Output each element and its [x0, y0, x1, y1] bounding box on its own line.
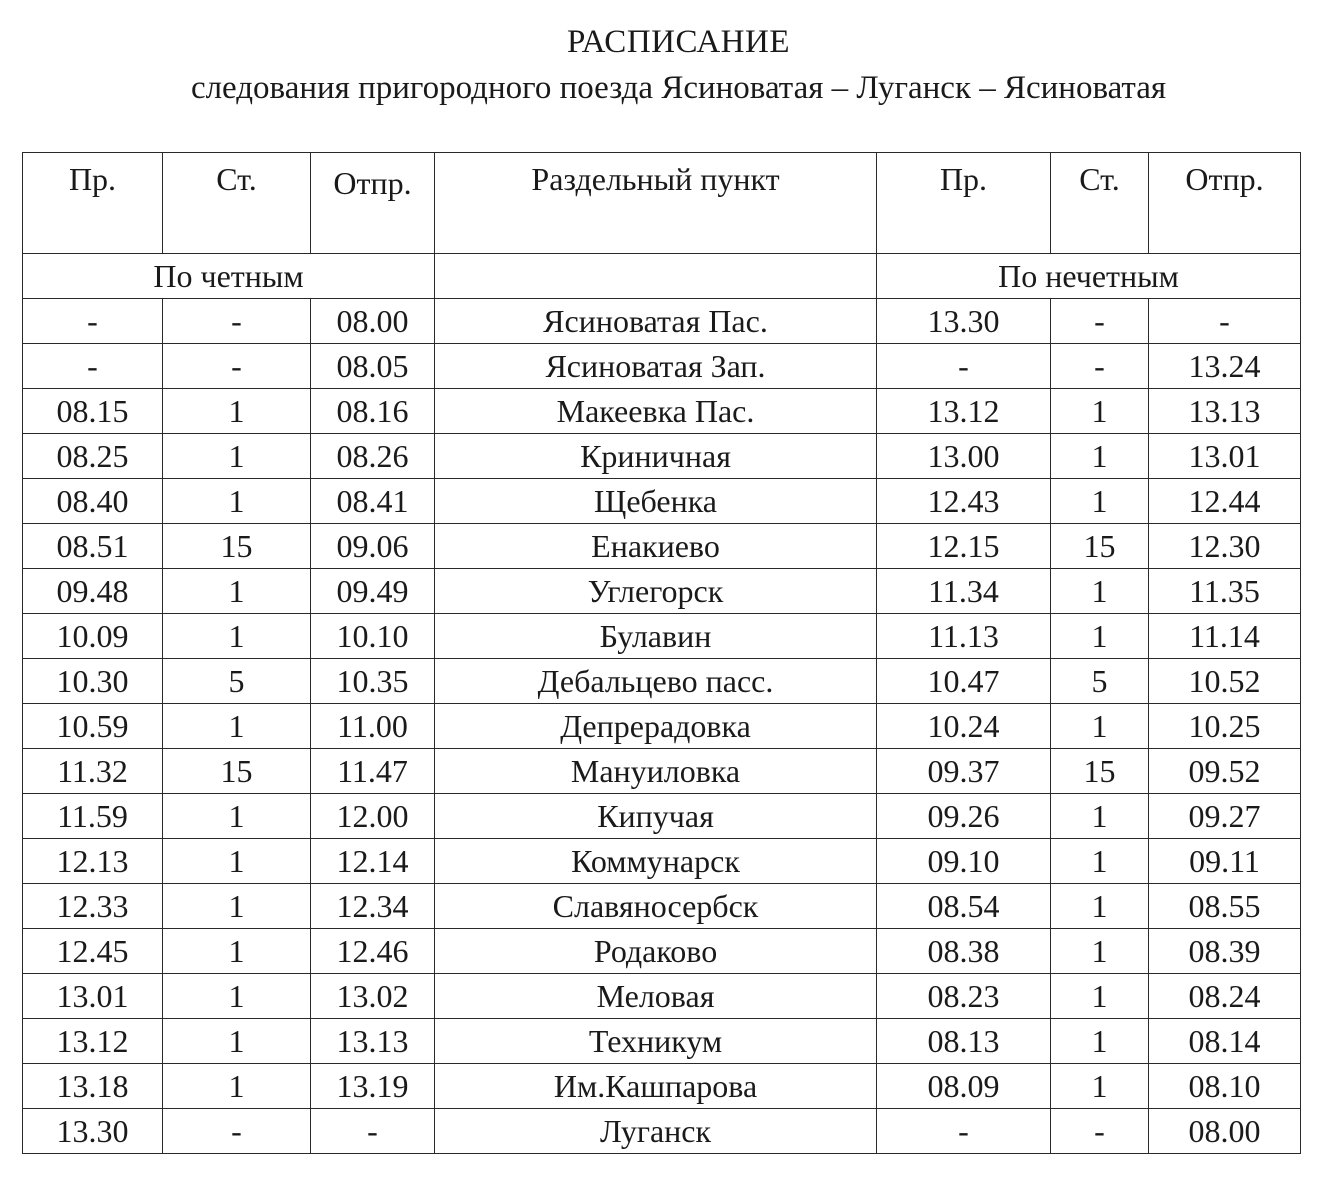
header-stop-odd: Ст. — [1051, 153, 1149, 254]
cell-stop-even: 5 — [163, 659, 311, 704]
cell-arrival-even: 13.12 — [23, 1019, 163, 1064]
cell-arrival-odd: 13.00 — [877, 434, 1051, 479]
cell-stop-odd: 15 — [1051, 524, 1149, 569]
cell-station: Славяносербск — [435, 884, 877, 929]
cell-stop-even: - — [163, 299, 311, 344]
cell-station: Макеевка Пас. — [435, 389, 877, 434]
cell-departure-even: 12.00 — [311, 794, 435, 839]
cell-arrival-even: 08.25 — [23, 434, 163, 479]
group-row — [23, 254, 1301, 299]
cell-station: Им.Кашпарова — [435, 1064, 877, 1109]
table-row — [23, 299, 1301, 344]
cell-stop-even: 15 — [163, 749, 311, 794]
table-row — [23, 794, 1301, 839]
cell-station: Техникум — [435, 1019, 877, 1064]
cell-departure-even: 11.47 — [311, 749, 435, 794]
cell-station: Булавин — [435, 614, 877, 659]
table-row — [23, 749, 1301, 794]
cell-departure-odd: 13.24 — [1149, 344, 1301, 389]
cell-arrival-odd: 08.23 — [877, 974, 1051, 1019]
table-row — [23, 884, 1301, 929]
cell-arrival-odd: 10.47 — [877, 659, 1051, 704]
cell-departure-even: 08.41 — [311, 479, 435, 524]
table-row — [23, 614, 1301, 659]
cell-departure-odd: 10.52 — [1149, 659, 1301, 704]
cell-departure-odd: 09.27 — [1149, 794, 1301, 839]
cell-departure-odd: 12.30 — [1149, 524, 1301, 569]
cell-station: Родаково — [435, 929, 877, 974]
cell-stop-odd: 1 — [1051, 929, 1149, 974]
cell-arrival-odd: 12.15 — [877, 524, 1051, 569]
cell-arrival-odd: 12.43 — [877, 479, 1051, 524]
document-title: РАСПИСАНИЕ — [566, 24, 790, 60]
cell-stop-even: 1 — [163, 569, 311, 614]
cell-departure-even: 10.35 — [311, 659, 435, 704]
document-subtitle: следования пригородного поезда Ясиноватая – Луганск – Ясиноватая — [190, 70, 1167, 106]
cell-arrival-odd: 08.13 — [877, 1019, 1051, 1064]
cell-arrival-odd: 08.38 — [877, 929, 1051, 974]
cell-stop-odd: 1 — [1051, 884, 1149, 929]
cell-arrival-even: 10.59 — [23, 704, 163, 749]
cell-stop-odd: 1 — [1051, 569, 1149, 614]
cell-departure-even: 08.26 — [311, 434, 435, 479]
cell-station: Депрерадовка — [435, 704, 877, 749]
schedule-body — [23, 153, 1301, 1154]
cell-station: Коммунарск — [435, 839, 877, 884]
cell-stop-even: 1 — [163, 1064, 311, 1109]
table-row — [23, 704, 1301, 749]
cell-stop-even: 15 — [163, 524, 311, 569]
cell-stop-even: 1 — [163, 794, 311, 839]
cell-stop-odd: 1 — [1051, 1064, 1149, 1109]
cell-arrival-even: 09.48 — [23, 569, 163, 614]
cell-arrival-odd: 08.54 — [877, 884, 1051, 929]
cell-stop-odd: 1 — [1051, 479, 1149, 524]
cell-arrival-odd: 11.13 — [877, 614, 1051, 659]
cell-arrival-even: 13.18 — [23, 1064, 163, 1109]
cell-stop-odd: 1 — [1051, 389, 1149, 434]
table-row — [23, 659, 1301, 704]
cell-station: Ясиноватая Зап. — [435, 344, 877, 389]
cell-departure-even: 13.02 — [311, 974, 435, 1019]
cell-departure-even: 09.06 — [311, 524, 435, 569]
table-row — [23, 1109, 1301, 1154]
table-row — [23, 434, 1301, 479]
cell-stop-odd: 1 — [1051, 434, 1149, 479]
cell-arrival-even: 13.01 — [23, 974, 163, 1019]
cell-departure-odd: 13.13 — [1149, 389, 1301, 434]
cell-stop-even: 1 — [163, 1019, 311, 1064]
cell-stop-odd: 5 — [1051, 659, 1149, 704]
header-stop-even: Ст. — [163, 153, 311, 254]
cell-stop-odd: - — [1051, 344, 1149, 389]
cell-arrival-even: 08.51 — [23, 524, 163, 569]
cell-stop-odd: - — [1051, 299, 1149, 344]
cell-departure-even: 12.34 — [311, 884, 435, 929]
cell-station: Ясиноватая Пас. — [435, 299, 877, 344]
cell-arrival-even: 11.59 — [23, 794, 163, 839]
header-station: Раздельный пункт — [435, 153, 877, 254]
cell-departure-odd: - — [1149, 299, 1301, 344]
cell-stop-odd: 1 — [1051, 1019, 1149, 1064]
cell-stop-odd: - — [1051, 1109, 1149, 1154]
cell-arrival-even: 08.40 — [23, 479, 163, 524]
cell-departure-odd: 12.44 — [1149, 479, 1301, 524]
cell-stop-even: 1 — [163, 884, 311, 929]
cell-arrival-odd: 09.26 — [877, 794, 1051, 839]
cell-station: Углегорск — [435, 569, 877, 614]
schedule-table — [22, 152, 1301, 1154]
table-row — [23, 479, 1301, 524]
cell-departure-odd: 08.39 — [1149, 929, 1301, 974]
cell-stop-even: 1 — [163, 479, 311, 524]
cell-stop-even: 1 — [163, 704, 311, 749]
cell-arrival-odd: 13.30 — [877, 299, 1051, 344]
cell-departure-odd: 09.52 — [1149, 749, 1301, 794]
cell-stop-even: 1 — [163, 614, 311, 659]
header-departure-odd: Отпр. — [1149, 153, 1301, 254]
cell-arrival-even: 12.33 — [23, 884, 163, 929]
header-row — [23, 153, 1301, 254]
header-arrival-odd: Пр. — [877, 153, 1051, 254]
cell-departure-odd: 10.25 — [1149, 704, 1301, 749]
cell-departure-even: 10.10 — [311, 614, 435, 659]
cell-departure-even: 08.05 — [311, 344, 435, 389]
cell-stop-even: 1 — [163, 839, 311, 884]
cell-departure-odd: 08.55 — [1149, 884, 1301, 929]
cell-departure-even: 12.46 — [311, 929, 435, 974]
cell-stop-even: - — [163, 344, 311, 389]
cell-arrival-even: 12.13 — [23, 839, 163, 884]
cell-station: Енакиево — [435, 524, 877, 569]
cell-departure-even: 08.00 — [311, 299, 435, 344]
cell-arrival-even: - — [23, 299, 163, 344]
cell-departure-even: 11.00 — [311, 704, 435, 749]
cell-departure-odd: 11.35 — [1149, 569, 1301, 614]
cell-station: Кипучая — [435, 794, 877, 839]
table-row — [23, 839, 1301, 884]
cell-arrival-odd: - — [877, 344, 1051, 389]
cell-arrival-odd: 11.34 — [877, 569, 1051, 614]
cell-station: Меловая — [435, 974, 877, 1019]
cell-stop-even: 1 — [163, 389, 311, 434]
cell-arrival-even: 10.30 — [23, 659, 163, 704]
cell-station: Луганск — [435, 1109, 877, 1154]
cell-stop-even: - — [163, 1109, 311, 1154]
cell-departure-odd: 09.11 — [1149, 839, 1301, 884]
cell-departure-even: 13.13 — [311, 1019, 435, 1064]
cell-stop-even: 1 — [163, 929, 311, 974]
cell-arrival-odd: 09.37 — [877, 749, 1051, 794]
table-row — [23, 524, 1301, 569]
cell-station: Криничная — [435, 434, 877, 479]
cell-arrival-odd: - — [877, 1109, 1051, 1154]
cell-arrival-even: 12.45 — [23, 929, 163, 974]
header-departure-even: Отпр. — [311, 153, 435, 254]
cell-stop-odd: 15 — [1051, 749, 1149, 794]
cell-station: Щебенка — [435, 479, 877, 524]
cell-stop-odd: 1 — [1051, 839, 1149, 884]
cell-arrival-even: 11.32 — [23, 749, 163, 794]
cell-stop-odd: 1 — [1051, 794, 1149, 839]
cell-departure-even: - — [311, 1109, 435, 1154]
cell-station: Дебальцево пасс. — [435, 659, 877, 704]
group-label-odd: По нечетным — [877, 254, 1301, 299]
cell-departure-even: 09.49 — [311, 569, 435, 614]
cell-departure-odd: 11.14 — [1149, 614, 1301, 659]
cell-arrival-odd: 13.12 — [877, 389, 1051, 434]
cell-departure-odd: 13.01 — [1149, 434, 1301, 479]
table-row — [23, 389, 1301, 434]
group-label-spacer — [435, 254, 877, 299]
table-row — [23, 569, 1301, 614]
table-row — [23, 974, 1301, 1019]
header-arrival-even: Пр. — [23, 153, 163, 254]
cell-arrival-even: 08.15 — [23, 389, 163, 434]
cell-arrival-odd: 10.24 — [877, 704, 1051, 749]
cell-stop-even: 1 — [163, 974, 311, 1019]
table-row — [23, 929, 1301, 974]
table-row — [23, 344, 1301, 389]
cell-arrival-even: 13.30 — [23, 1109, 163, 1154]
cell-departure-even: 08.16 — [311, 389, 435, 434]
cell-arrival-even: - — [23, 344, 163, 389]
cell-departure-odd: 08.24 — [1149, 974, 1301, 1019]
cell-departure-even: 13.19 — [311, 1064, 435, 1109]
cell-arrival-even: 10.09 — [23, 614, 163, 659]
cell-departure-odd: 08.10 — [1149, 1064, 1301, 1109]
cell-arrival-odd: 08.09 — [877, 1064, 1051, 1109]
cell-stop-odd: 1 — [1051, 704, 1149, 749]
cell-stop-odd: 1 — [1051, 614, 1149, 659]
group-label-even: По четным — [23, 254, 435, 299]
cell-departure-odd: 08.14 — [1149, 1019, 1301, 1064]
cell-station: Мануиловка — [435, 749, 877, 794]
cell-stop-even: 1 — [163, 434, 311, 479]
cell-departure-odd: 08.00 — [1149, 1109, 1301, 1154]
table-row — [23, 1064, 1301, 1109]
cell-stop-odd: 1 — [1051, 974, 1149, 1019]
table-row — [23, 1019, 1301, 1064]
cell-departure-even: 12.14 — [311, 839, 435, 884]
cell-arrival-odd: 09.10 — [877, 839, 1051, 884]
